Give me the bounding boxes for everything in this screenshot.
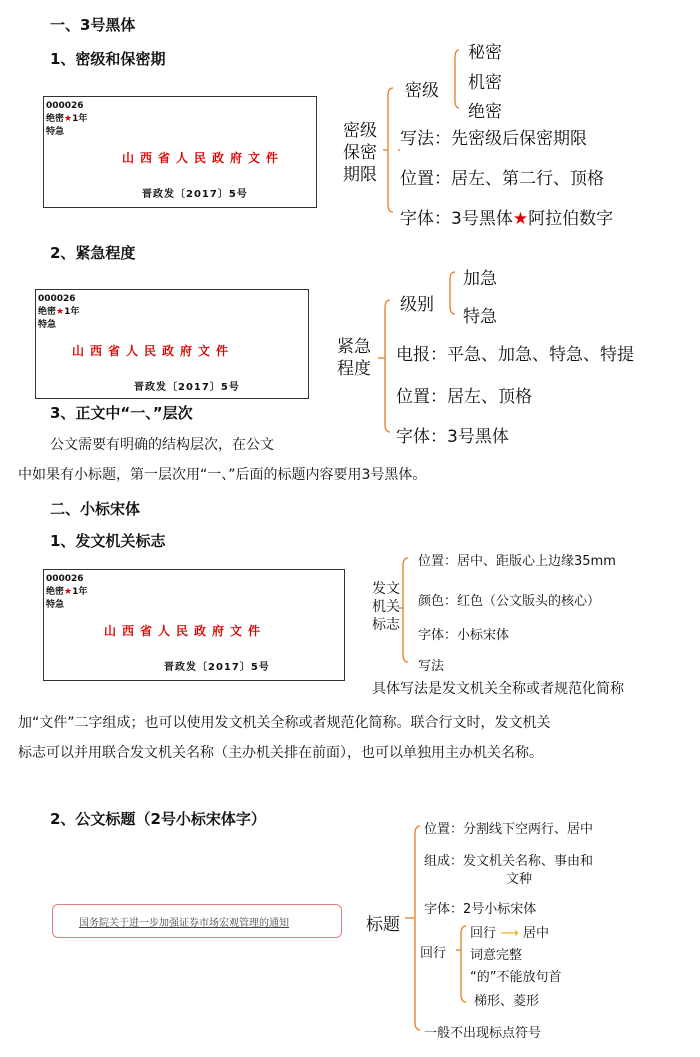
map2-branch-telegram: 电报：平急、加急、特急、特提 xyxy=(396,345,634,365)
heading-doc-title: 2、公文标题（2号小标宋体字） xyxy=(50,810,266,828)
map1-item-3: 绝密 xyxy=(468,102,502,122)
star-icon: ★ xyxy=(64,114,73,124)
map2-branch-font: 字体：3号黑体 xyxy=(396,427,509,447)
document-sample-2: 000026 绝密★1年 特急 山西省人民政府文件 晋政发〔2017〕5号 xyxy=(35,289,309,399)
map4-wrap-item-4: 梯形、菱形 xyxy=(474,994,540,1009)
map3-branch-position: 位置：居中、距版心上边缘35mm xyxy=(418,554,616,569)
paragraph-2-line-1: 具体写法是发文机关全称或者规范化简称 xyxy=(372,681,624,697)
heading-section-1: 一、3号黑体 xyxy=(50,16,136,34)
doc-number: 晋政发〔2017〕5号 xyxy=(142,189,248,200)
map2-root: 紧急 程度 xyxy=(337,337,371,379)
map4-branch-composition: 组成：发文机关名称、事由和 xyxy=(424,854,594,869)
heading-secret-level: 1、密级和保密期 xyxy=(50,50,166,68)
map1-item-1: 秘密 xyxy=(468,43,502,63)
map4-branch-wrap: 回行 xyxy=(420,946,447,961)
map1-branch-writing: 写法：先密级后保密期限 xyxy=(400,129,587,149)
map2-branch-position: 位置：居左、顶格 xyxy=(396,387,532,407)
map4-branch-punctuation: 一般不出现标点符号 xyxy=(424,1026,542,1041)
paragraph-1-line-2: 中如果有小标题，第一层次用“一、”后面的标题内容要用3号黑体。 xyxy=(18,467,427,483)
doc-secret: 绝密★1年 xyxy=(46,114,88,124)
map1-branch-position: 位置：居左、第二行、顶格 xyxy=(400,169,604,189)
map3-branch-writing: 写法 xyxy=(418,659,445,674)
doc-urgent: 特急 xyxy=(46,127,65,137)
map3-branch-font: 字体：小标宋体 xyxy=(418,628,510,643)
map2-item-2: 特急 xyxy=(463,307,497,327)
map2-item-1: 加急 xyxy=(463,269,497,289)
map1-branch-level: 密级 xyxy=(405,81,439,101)
map3-root: 发文 机关 标志 xyxy=(372,581,400,633)
map4-wrap-item-3: “的”不能放句首 xyxy=(470,970,562,985)
paragraph-2-line-3: 标志可以并用联合发文机关名称（主办机关排在前面），也可以单独用主办机关名称。 xyxy=(18,745,543,761)
paragraph-1-line-1: 公文需要有明确的结构层次，在公文 xyxy=(50,437,274,453)
map4-branch-composition-2: 文种 xyxy=(506,872,533,887)
title-sample-box xyxy=(52,904,342,938)
star-icon: ★ xyxy=(56,307,65,317)
map1-root: 密级 保密 期限 xyxy=(343,121,377,185)
map1-branch-font: 字体：3号黑体★阿拉伯数字 xyxy=(400,209,614,229)
title-sample-text: 国务院关于进一步加强证券市场宏观管理的通知 xyxy=(79,918,289,929)
star-icon: ★ xyxy=(64,587,73,597)
map1-item-2: 机密 xyxy=(468,73,502,93)
heading-urgency: 2、紧急程度 xyxy=(50,244,136,262)
heading-body-level: 3、正文中“一、”层次 xyxy=(50,404,193,422)
paragraph-2-line-2: 加“文件”二字组成；也可以使用发文机关全称或者规范化简称。联合行文时，发文机关 xyxy=(18,715,551,731)
map4-branch-position: 位置：分割线下空两行、居中 xyxy=(424,822,594,837)
map4-branch-font: 字体：2号小标宋体 xyxy=(424,902,537,917)
doc-title: 山西省人民政府文件 xyxy=(122,151,285,165)
arrow-right-icon: ⟶ xyxy=(500,926,519,941)
map4-wrap-item-1: 回行 ⟶ 居中 xyxy=(470,926,549,941)
star-icon: ★ xyxy=(512,209,529,229)
document-sample-3: 000026 绝密★1年 特急 山西省人民政府文件 晋政发〔2017〕5号 xyxy=(43,569,345,681)
map2-branch-level: 级别 xyxy=(400,295,434,315)
map4-root: 标题 xyxy=(366,915,400,935)
map3-branch-color: 颜色：红色（公文版头的核心） xyxy=(418,594,601,609)
heading-section-2: 二、小标宋体 xyxy=(50,500,141,518)
map4-wrap-item-2: 词意完整 xyxy=(470,948,523,963)
heading-issuer-mark: 1、发文机关标志 xyxy=(50,532,166,550)
doc-code: 000026 xyxy=(46,101,84,111)
